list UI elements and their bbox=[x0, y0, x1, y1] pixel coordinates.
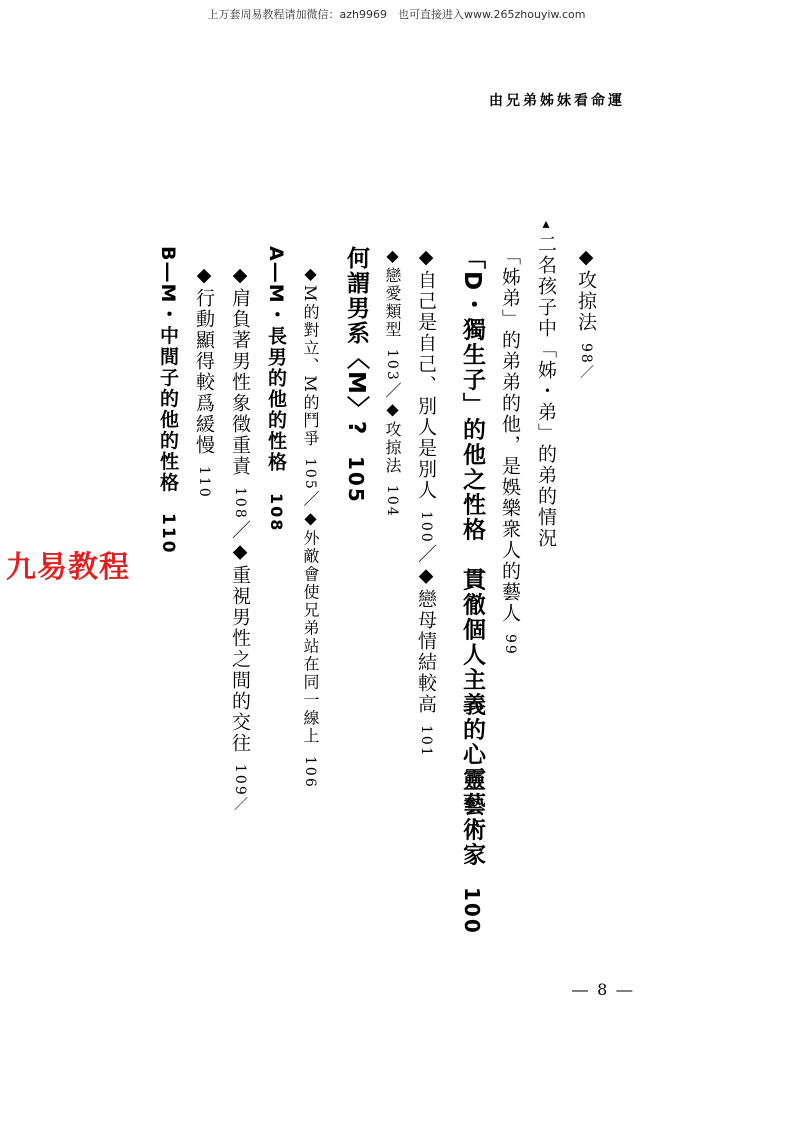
toc-entry-c6 bbox=[376, 246, 408, 517]
toc-entry-text-2: ／◆攻掠法 bbox=[383, 381, 402, 475]
toc-page-number: 104 bbox=[384, 484, 400, 518]
toc-entry-text: 「姊弟」的弟弟的他，是娛樂衆人的藝人 bbox=[499, 246, 521, 624]
toc-page-number: 108 bbox=[267, 492, 286, 533]
toc-page-number: 101 bbox=[418, 724, 434, 758]
toc-page-number: 100 bbox=[460, 887, 484, 935]
top-banner: 上万套周易教程请加微信：azh9969 也可直接进入www.265zhouyiw.com bbox=[207, 8, 586, 21]
toc-page-number: 110 bbox=[196, 466, 212, 499]
toc-page-number: 109／ bbox=[232, 763, 248, 813]
toc-heading-c9 bbox=[258, 246, 294, 532]
toc-page-number: 105 bbox=[302, 457, 318, 491]
table-of-contents bbox=[150, 216, 604, 966]
toc-page-number: 110 bbox=[158, 513, 178, 555]
toc-entry-c5 bbox=[408, 246, 444, 757]
toc-heading-text: 何謂男系〈M〉? bbox=[343, 246, 369, 437]
toc-page-number: 108 bbox=[232, 487, 248, 520]
decorative-mark-icon: ▴ bbox=[538, 216, 554, 234]
toc-entry-text: 二名孩子中「姊・弟」的弟的情況 bbox=[535, 234, 557, 549]
toc-entry-text: ◆行動顯得較爲緩慢 bbox=[193, 264, 215, 456]
toc-heading-c4 bbox=[452, 246, 492, 935]
toc-heading-text: B―M・中間子的他的性格 bbox=[157, 246, 179, 494]
toc-page-number: 103 bbox=[384, 349, 400, 382]
toc-entry-text-2: ／◆戀母情結較高 bbox=[415, 543, 437, 715]
toc-entry-c10 bbox=[222, 264, 258, 812]
toc-entry-text-2: ／◆重視男性之間的交往 bbox=[229, 519, 251, 754]
toc-entry-text: ◆戀愛類型 bbox=[383, 246, 402, 339]
toc-entry-text: ◆M的對立、M的鬥爭 bbox=[301, 264, 320, 448]
toc-entry-c1 bbox=[568, 246, 604, 381]
toc-page-number: 100 bbox=[418, 511, 434, 544]
toc-page-number: 99 bbox=[502, 634, 518, 656]
running-head: 由兄弟姊妹看命運 bbox=[489, 93, 625, 109]
toc-entry-c2 bbox=[528, 216, 564, 549]
toc-heading-c12 bbox=[150, 246, 186, 555]
toc-entry-text: ◆肩負著男性象徵重責 bbox=[229, 264, 251, 477]
page-number: ― 8 ― bbox=[572, 980, 635, 999]
toc-entry-text-2: ／◆外敵會使兄弟站在同一線上 bbox=[301, 490, 320, 746]
toc-entry-text: ◆攻掠法 bbox=[575, 246, 597, 333]
toc-page-number: 105 bbox=[344, 456, 368, 504]
toc-heading-c7 bbox=[336, 246, 376, 504]
watermark: 九易教程 bbox=[6, 550, 130, 585]
toc-heading-text: 「D・獨生子」的他之性格 貫徹個人主義的心靈藝術家 bbox=[459, 246, 485, 868]
toc-entry-c11 bbox=[186, 264, 222, 499]
toc-page-number: 106 bbox=[302, 755, 318, 789]
toc-entry-c3 bbox=[492, 246, 528, 656]
toc-entry-c8 bbox=[294, 264, 326, 788]
toc-heading-text: A―M・長男的他的性格 bbox=[265, 246, 287, 473]
toc-page-number: 98／ bbox=[578, 343, 594, 381]
toc-entry-text: ◆自己是自己、別人是別人 bbox=[415, 246, 437, 501]
